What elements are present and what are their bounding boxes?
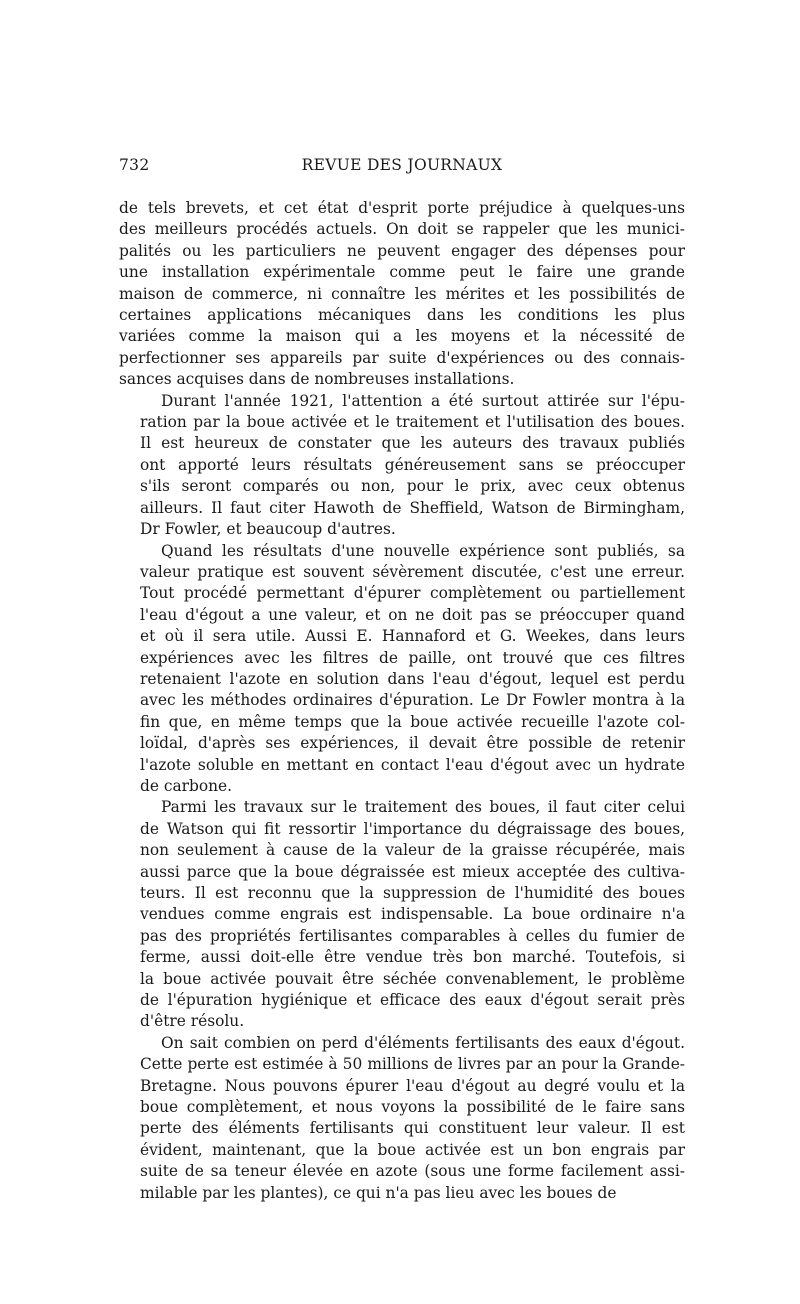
- text-line: s'ils seront comparés ou non, pour le prix, avec ceux obtenus: [140, 477, 685, 496]
- text-line: la boue activée pouvait être séchée convenablement, le problème: [140, 969, 685, 988]
- text-line: Bretagne. Nous pouvons épurer l'eau d'égout au degré voulu et la: [140, 1076, 685, 1095]
- text-line: et où il sera utile. Aussi E. Hannaford et G. Weekes, dans leurs: [140, 627, 685, 646]
- text-line: des meilleurs procédés actuels. On doit se rappeler que les munici-: [119, 220, 685, 239]
- text-line: l'azote soluble en mettant en contact l'eau d'égout avec un hydrate: [140, 755, 685, 774]
- page-number: 732: [119, 156, 150, 174]
- text-line: de l'épuration hygiénique et efficace des eaux d'égout serait près: [140, 991, 685, 1010]
- text-line: ont apporté leurs résultats généreusement sans se préoccuper: [140, 455, 685, 474]
- text-line: ailleurs. Il faut citer Hawoth de Sheffield, Watson de Birmingham,: [140, 498, 685, 517]
- text-line: Parmi les travaux sur le traitement des boues, il faut citer celui: [161, 798, 685, 817]
- text-line: l'eau d'égout a une valeur, et on ne doit pas se préoccuper quand: [140, 605, 685, 624]
- paragraph: [119, 391, 685, 541]
- text-line: Dr Fowler, et beaucoup d'autres.: [140, 520, 396, 539]
- text-line: perfectionner ses appareils par suite d'expériences ou des connais-: [119, 348, 685, 367]
- text-line: suite de sa teneur élevée en azote (sous une forme facilement assi-: [140, 1162, 685, 1181]
- text-line: valeur pratique est souvent sévèrement discutée, c'est une erreur.: [140, 562, 685, 581]
- text-line: pas des propriétés fertilisantes comparables à celles du fumier de: [140, 926, 685, 945]
- text-line: de tels brevets, et cet état d'esprit porte préjudice à quelques-uns: [119, 199, 685, 217]
- text-line: d'être résolu.: [140, 1012, 245, 1031]
- text-line: certaines applications mécaniques dans les conditions les plus: [119, 306, 685, 325]
- text-line: On sait combien on perd d'éléments fertilisants des eaux d'égout.: [161, 1033, 685, 1052]
- text-line: teurs. Il est reconnu que la suppression de l'humidité des boues: [140, 884, 685, 902]
- text-line: retenaient l'azote en solution dans l'eau d'égout, lequel est perdu: [140, 669, 685, 688]
- text-line: évident, maintenant, que la boue activée est un bon engrais par: [140, 1140, 685, 1159]
- text-line: Tout procédé permettant d'épurer complètement ou partiellement: [140, 584, 685, 603]
- text-line: loïdal, d'après ses expériences, il devait être possible de retenir: [140, 734, 685, 753]
- paragraph: [119, 541, 685, 798]
- journal-title: REVUE DES JOURNAUX: [301, 156, 503, 174]
- text-line: ration par la boue activée et le traitement et l'utilisation des boues.: [140, 413, 685, 432]
- text-line: Durant l'année 1921, l'attention a été surtout attirée sur l'épu-: [161, 391, 685, 410]
- text-line: vendues comme engrais est indispensable. La boue ordinaire n'a: [140, 905, 685, 924]
- running-head: [119, 156, 685, 178]
- text-line: variées comme la maison qui a les moyens et la nécessité de: [119, 327, 685, 346]
- paragraph: [119, 198, 685, 391]
- paragraph: [119, 797, 685, 1032]
- text-line: une installation expérimentale comme peut le faire une grande: [119, 263, 685, 282]
- text-line: de Watson qui fit ressortir l'importance du dégraissage des boues,: [140, 819, 685, 838]
- text-line: Quand les résultats d'une nouvelle expérience sont publiés, sa: [161, 541, 685, 560]
- text-line: maison de commerce, ni connaître les mérites et les possibilités de: [119, 284, 685, 303]
- text-line: Il est heureux de constater que les auteurs des travaux publiés: [140, 434, 685, 453]
- text-line: sances acquises dans de nombreuses installations.: [119, 370, 515, 389]
- text-line: expériences avec les filtres de paille, ont trouvé que ces filtres: [140, 648, 685, 667]
- text-line: avec les méthodes ordinaires d'épuration. Le Dr Fowler montra à la: [140, 691, 685, 710]
- text-line: Cette perte est estimée à 50 millions de livres par an pour la Grande-: [140, 1055, 685, 1074]
- text-line: milable par les plantes), ce qui n'a pas lieu avec les boues de: [140, 1183, 617, 1202]
- text-line: aussi parce que la boue dégraissée est mieux acceptée des cultiva-: [140, 862, 685, 881]
- text-line: boue complètement, et nous voyons la possibilité de le faire sans: [140, 1098, 685, 1117]
- article-body: [119, 198, 685, 1204]
- text-line: de carbone.: [140, 776, 233, 795]
- text-line: ferme, aussi doit-elle être vendue très bon marché. Toutefois, si: [140, 948, 685, 967]
- text-line: non seulement à cause de la valeur de la graisse récupérée, mais: [140, 841, 685, 860]
- text-line: palités ou les particuliers ne peuvent engager des dépenses pour: [119, 241, 685, 260]
- paragraph: [119, 1033, 685, 1204]
- text-line: perte des éléments fertilisants qui constituent leur valeur. Il est: [140, 1119, 685, 1138]
- text-line: fin que, en même temps que la boue activée recueille l'azote col-: [140, 712, 685, 731]
